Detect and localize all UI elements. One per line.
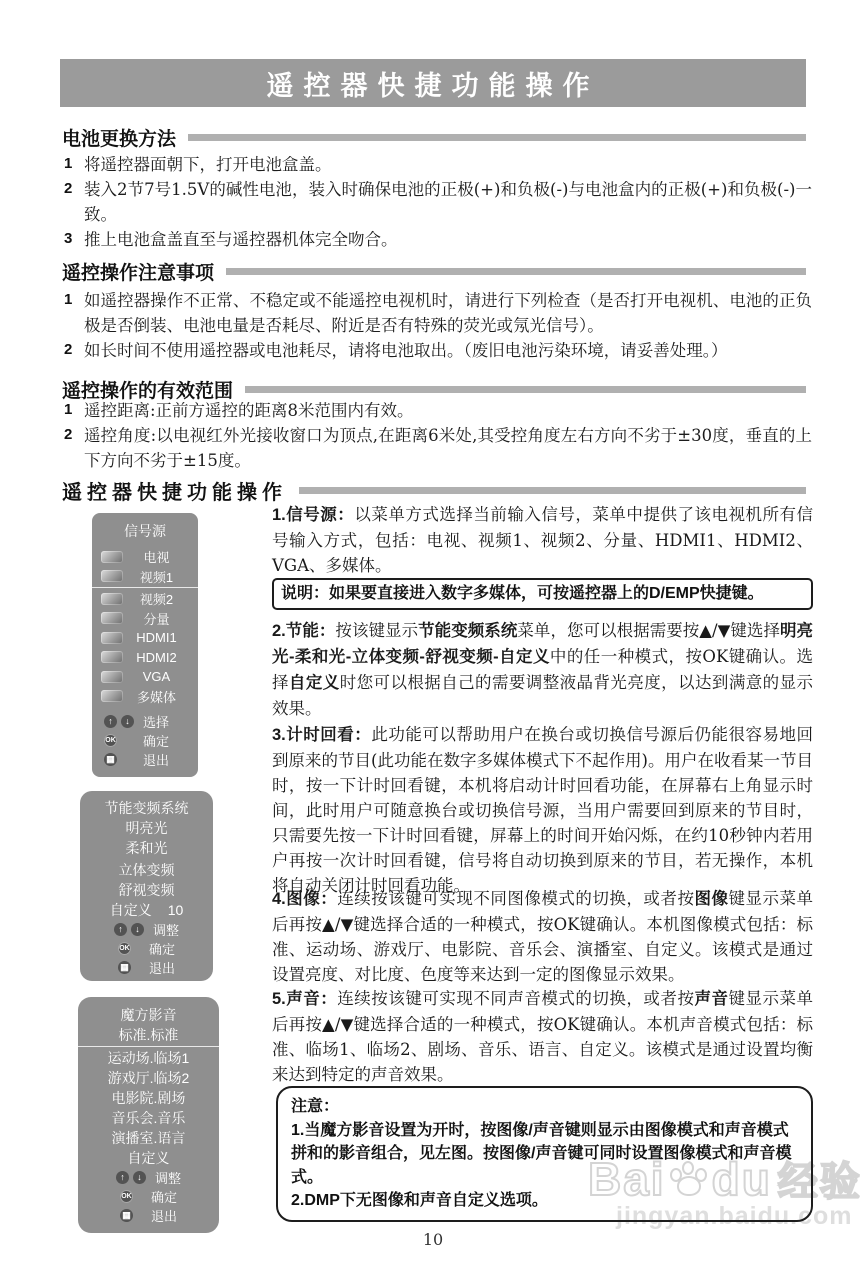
custom-value: 10 — [167, 902, 184, 918]
page-banner — [60, 59, 806, 107]
ok-icon: OK — [104, 734, 117, 747]
list-item — [64, 423, 812, 473]
note-text: 说明：如果要直接进入数字多媒体，可按遥控器上的D/EMP快捷键。 — [281, 585, 764, 602]
list-item — [64, 338, 812, 363]
notice-box — [276, 1086, 813, 1222]
section-divider-bar — [188, 134, 806, 141]
notice-line: 2.DMP下无图像和声音自定义选项。 — [291, 1192, 548, 1209]
notice-line: 1.当魔方影音设置为开时，按图像/声音键则显示由图像模式和声音模式拼和的影音组合，见左图。按图像/声音键可同时设置图像模式和声音模式。 — [291, 1121, 792, 1186]
menu-item-concert: 音乐会.音乐 — [111, 1110, 186, 1126]
menu-item-video2: 视频2 — [92, 589, 198, 609]
control-hint-confirm: OK 确定 — [105, 734, 170, 749]
menu-item-sport: 运动场.临场1 — [107, 1050, 190, 1066]
osd-cube-av-menu — [78, 997, 219, 1233]
osd-energy-menu — [80, 791, 213, 981]
selection-divider — [78, 1046, 219, 1047]
paragraph-picture: 4.图像：连续按该键可实现不同图像模式的切换，或者按图像键显示菜单后再按▲/▼键选择合适的一种模式，按OK键确认。本机图像模式包括：标准、运动场、游戏厅、电影院、音乐会、演播室、自定义。该模式是通过设置亮度、对比度、色度等来达到一定的图像显示效果。 — [272, 889, 814, 984]
section-divider-bar — [245, 386, 806, 393]
video2-icon — [101, 593, 123, 605]
item-text: 如遥控器操作不正常、不稳定或不能遥控电视机时，请进行下列检查（是否打开电视机、电池的正负极是否倒装、电池电量是否耗尽、附近是否有特殊的荧光或氖光信号）。 — [84, 291, 812, 335]
control-hint-select: ↑ ↓ 选择 — [92, 712, 198, 731]
page-banner-title: 遥控器快捷功能操作 — [266, 70, 600, 101]
list-item — [64, 227, 812, 252]
item-number: 1 — [64, 291, 73, 308]
exit-icon: ▦ — [118, 961, 131, 974]
menu-item-game: 游戏厅.临场2 — [107, 1070, 190, 1086]
control-hint-exit: ▦ 退出 — [80, 958, 213, 977]
down-arrow-icon: ↓ — [121, 715, 134, 728]
menu-item-selected: 标准.标准 — [118, 1027, 179, 1043]
paragraph-sound: 5.声音：连续按该键可实现不同声音模式的切换，或者按声音键显示菜单后再按▲/▼键选择合适的一种模式，按OK键确认。本机声音模式包括：标准、临场1、临场2、剧场、音乐、语言、自定义。该模式是通过设置均衡来达到特定的声音效果。 — [272, 989, 814, 1084]
item-text: 装入2节7号1.5V的碱性电池，装入时确保电池的正极(+)和负极(-)与电池盒内的正极(+)和负极(-)一致。 — [84, 180, 812, 224]
watermark-text: 经验 — [777, 1160, 862, 1204]
menu-item-studio: 演播室.语言 — [111, 1130, 186, 1146]
battery-steps — [64, 152, 812, 252]
menu-item-bright-light: 明亮光 — [125, 820, 168, 836]
vga-icon — [101, 671, 123, 683]
list-item — [64, 152, 812, 177]
section-title: 电池更换方法 — [62, 129, 177, 150]
multimedia-icon — [101, 690, 123, 702]
control-hint-confirm: OK 确定 — [121, 1190, 177, 1205]
control-hint-exit: ▦ 退出 — [92, 750, 198, 769]
item-number: 3 — [64, 230, 73, 247]
custom-label: 自定义 — [109, 902, 152, 918]
menu-item-soft-light: 柔和光 — [125, 840, 168, 856]
page-number: 10 — [422, 1230, 444, 1249]
item-text: 如长时间不使用遥控器或电池耗尽，请将电池取出。（废旧电池污染环境，请妥善处理。） — [84, 341, 728, 360]
notice-title: 注意： — [291, 1098, 340, 1115]
paragraph-timed-review: 3.计时回看：此功能可以帮助用户在换台或切换信号源后仍能很容易地回到原来的节目(此功能在数字多媒体模式下不起作用)。用户在收看某一节目时，按一下计时回看键，本机将启动计时回看功能，在屏幕右上角显示时间，此时用户可随意换台或切换信号源，当用户需要回到原来的节目时，只需要先按一下计时回看键，屏幕上的时间开始闪烁，在约10秒钟内若用户再按一次计时回看键，信号将自动切换到原来的节目，若无操作，本机将自动关闭计时回看功能。 — [272, 725, 814, 895]
menu-item-custom — [80, 900, 213, 920]
item-text: 遥控距离:正前方遥控的距离8米范围内有效。 — [84, 401, 414, 420]
list-item — [64, 398, 812, 423]
item-number: 2 — [64, 426, 73, 443]
hdmi1-icon — [101, 632, 123, 644]
note-box-dmp-shortcut — [272, 578, 813, 610]
menu-item-component: 分量 — [92, 609, 198, 629]
section-title: 遥控操作的有效范围 — [62, 381, 234, 402]
section-heading-shortcut — [62, 476, 806, 505]
control-hint-adjust: ↑ ↓ 调整 — [80, 920, 213, 939]
menu-item-hdmi2: HDMI2 — [92, 648, 198, 668]
menu-item-stereo-freq: 立体变频 — [118, 862, 175, 878]
item-number: 2 — [64, 341, 73, 358]
range-items — [64, 398, 812, 473]
selection-divider — [92, 587, 198, 588]
menu-item-video1: 视频1 — [92, 567, 198, 587]
precaution-items — [64, 288, 812, 363]
control-hint-adjust: ↑ ↓ 调整 — [78, 1168, 219, 1187]
exit-icon: ▦ — [120, 1209, 133, 1222]
control-hint-confirm: OK 确定 — [119, 942, 175, 957]
osd-menu-title: 信号源 — [124, 523, 166, 539]
up-arrow-icon: ↑ — [116, 1171, 129, 1184]
menu-item-hdmi1: HDMI1 — [92, 628, 198, 648]
up-arrow-icon: ↑ — [104, 715, 117, 728]
menu-item-tv: 电视 — [92, 547, 198, 567]
video1-icon — [101, 570, 123, 582]
exit-icon: ▦ — [104, 753, 117, 766]
menu-item-custom: 自定义 — [127, 1150, 170, 1166]
item-text: 遥控角度:以电视红外光接收窗口为顶点,在距离6米处,其受控角度左右方向不劣于±30度，垂直的上下方向不劣于±15度。 — [84, 426, 812, 470]
paragraph-energy: 2.节能：按该键显示节能变频系统菜单，您可以根据需要按▲/▼键选择明亮光-柔和光-立体变频-舒视变频-自定义中的任一种模式，按OK键确认。选择自定义时您可以根据自己的需要调整液晶背光亮度，以达到满意的显示效果。 — [272, 621, 814, 718]
paragraph-signal-source: 1.信号源：以菜单方式选择当前输入信号，菜单中提供了该电视机所有信号输入方式，包括：电视、视频1、视频2、分量、HDMI1、HDMI2、VGA、多媒体。 — [272, 505, 814, 575]
section-title: 遥控操作注意事项 — [62, 263, 215, 284]
menu-item-cinema: 电影院.剧场 — [111, 1090, 186, 1106]
section-divider-bar — [226, 268, 806, 275]
ok-icon: OK — [120, 1190, 133, 1203]
list-item — [64, 288, 812, 338]
osd-menu-title: 节能变频系统 — [104, 800, 189, 816]
item-number: 2 — [64, 180, 73, 197]
menu-item-multimedia: 多媒体 — [92, 687, 198, 707]
watermark-text: du — [711, 1152, 772, 1205]
item-number: 1 — [64, 401, 73, 418]
item-text: 将遥控器面朝下，打开电池盒盖。 — [84, 155, 332, 174]
section-title: 遥控器快捷功能操作 — [62, 482, 287, 504]
menu-item-vga: VGA — [92, 667, 198, 687]
down-arrow-icon: ↓ — [133, 1171, 146, 1184]
osd-signal-source-menu — [92, 513, 198, 777]
component-icon — [101, 612, 123, 624]
control-hint-exit: ▦ 退出 — [78, 1206, 219, 1225]
menu-item-comfort-freq: 舒视变频 — [118, 882, 175, 898]
watermark-url: jingyan.baidu.com — [616, 1202, 853, 1230]
section-divider-bar — [299, 487, 806, 494]
ok-icon: OK — [118, 942, 131, 955]
up-arrow-icon: ↑ — [114, 923, 127, 936]
section-heading-battery — [62, 124, 806, 151]
item-number: 1 — [64, 155, 73, 172]
hdmi2-icon — [101, 651, 123, 663]
tv-icon — [101, 551, 123, 563]
watermark-text: Bai — [588, 1152, 666, 1205]
section-heading-precautions — [62, 258, 806, 285]
osd-menu-title: 魔方影音 — [120, 1007, 177, 1023]
down-arrow-icon: ↓ — [131, 923, 144, 936]
list-item — [64, 177, 812, 227]
item-text: 推上电池盒盖直至与遥控器机体完全吻合。 — [84, 230, 398, 249]
